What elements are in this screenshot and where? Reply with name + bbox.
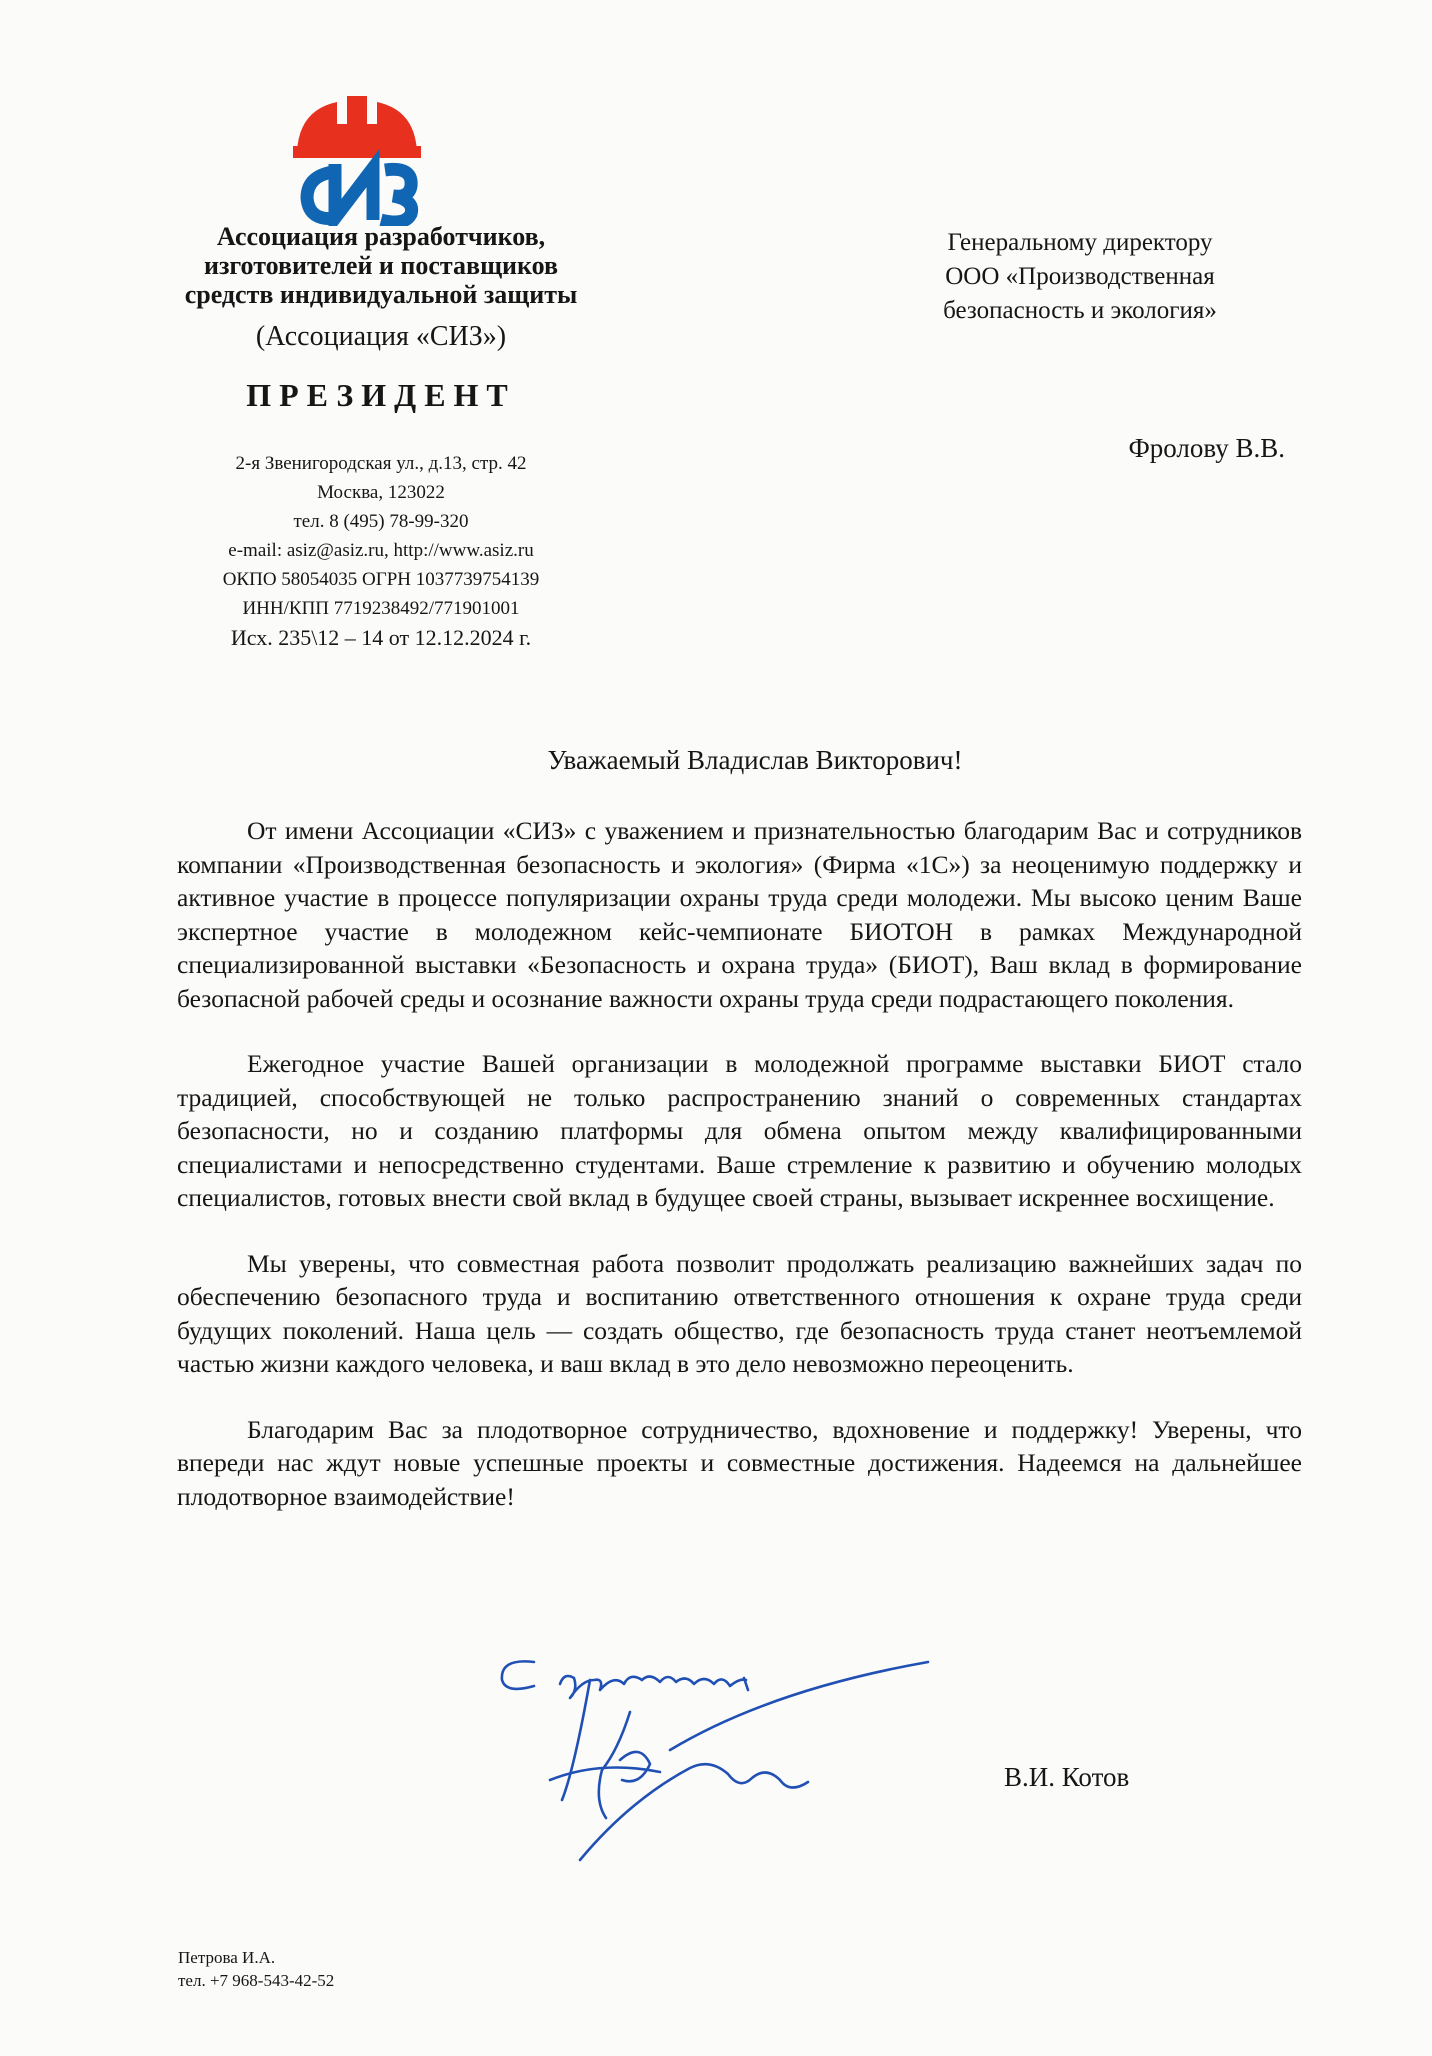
tax-id-line: ИНН/КПП 7719238492/771901001 [242,598,520,619]
city-line: Москва, 123022 [317,482,445,503]
siz-monogram-icon [307,164,412,222]
body-paragraph: Мы уверены, что совместная работа позволит продолжать реализацию важнейших задач по обеспечению безопасного труда и воспитанию ответственного отношения к охране труда среди будущих поколений. Наша цель — создать общество, где безопасность труда станет неотъемлемой частью жизни каждого человека, и ваш вклад в это дело невозможно переоценить. [177,1248,1302,1378]
helmet-icon [293,96,421,158]
recipient-block [880,226,1280,328]
association-logo [293,94,421,226]
org-name-line: средств индивидуальной защиты [184,280,578,309]
email-web-line: e-mail: asiz@asiz.ru, http://www.asiz.ru [228,540,534,561]
body-paragraph: От имени Ассоциации «СИЗ» с уважением и признательностью благодарим Вас и сотрудников компании «Производственная безопасность и экология» (Фирма «1С») за неоценимую поддержку и активное участие в процессе популяризации охраны труда среди молодежи. Мы высоко ценим Ваше экспертное участие в молодежном кейс-чемпионате БИОТОН в рамках Международной специализированной выставки «Безопасность и охрана труда» (БИОТ), Ваш вклад в формирование безопасной рабочей среды и осознание важности охраны труда среди подрастающего поколения. [177,816,1302,1013]
executor-phone: тел. +7 968-543-42-52 [178,1971,335,1990]
org-name-line: изготовителей и поставщиков [203,251,559,280]
recipient-line: Генеральному директору [947,229,1213,256]
registration-line: ОКПО 58054035 ОГРН 1037739754139 [222,569,540,590]
sender-contacts [120,449,642,652]
letter-body [177,814,1302,1545]
recipient-line: безопасность и экология» [943,297,1217,324]
handwritten-signature [490,1650,940,1880]
executor-info [178,1946,334,1992]
organization-short-name: (Ассоциация «СИЗ») [255,321,507,352]
org-name-line: Ассоциация разработчиков, [216,222,546,251]
recipient-line: ООО «Производственная [945,263,1215,290]
executor-name: Петрова И.А. [178,1948,276,1967]
address-line: 2-я Звенигородская ул., д.13, стр. 42 [235,453,527,474]
recipient-name: Фролову В.В. [1128,433,1285,463]
organization-name [120,222,642,309]
sender-title: ПРЕЗИДЕНТ [246,377,516,413]
outgoing-reference: Исх. 235\12 – 14 от 12.12.2024 г. [230,625,532,650]
body-paragraph: Ежегодное участие Вашей организации в молодежной программе выставки БИОТ стало традицией, способствующей не только распространению знаний о современных стандартах безопасности, но и созданию платформы для обмена опытом между квалифицированными специалистами и непосредственно студентами. Ваше стремление к развитию и обучению молодых специалистов, готовых внести свой вклад в будущее своей страны, вызывает искреннее восхищение. [177,1049,1302,1212]
phone-line: тел. 8 (495) 78-99-320 [293,511,469,532]
salutation: Уважаемый Владислав Викторович! [547,745,963,775]
signatory-name: В.И. Котов [1004,1762,1130,1792]
body-paragraph: Благодарим Вас за плодотворное сотрудничество, вдохновение и поддержку! Уверены, что впереди нас ждут новые успешные проекты и совместные достижения. Надеемся на дальнейшее плодотворное взаимодействие! [177,1414,1302,1511]
